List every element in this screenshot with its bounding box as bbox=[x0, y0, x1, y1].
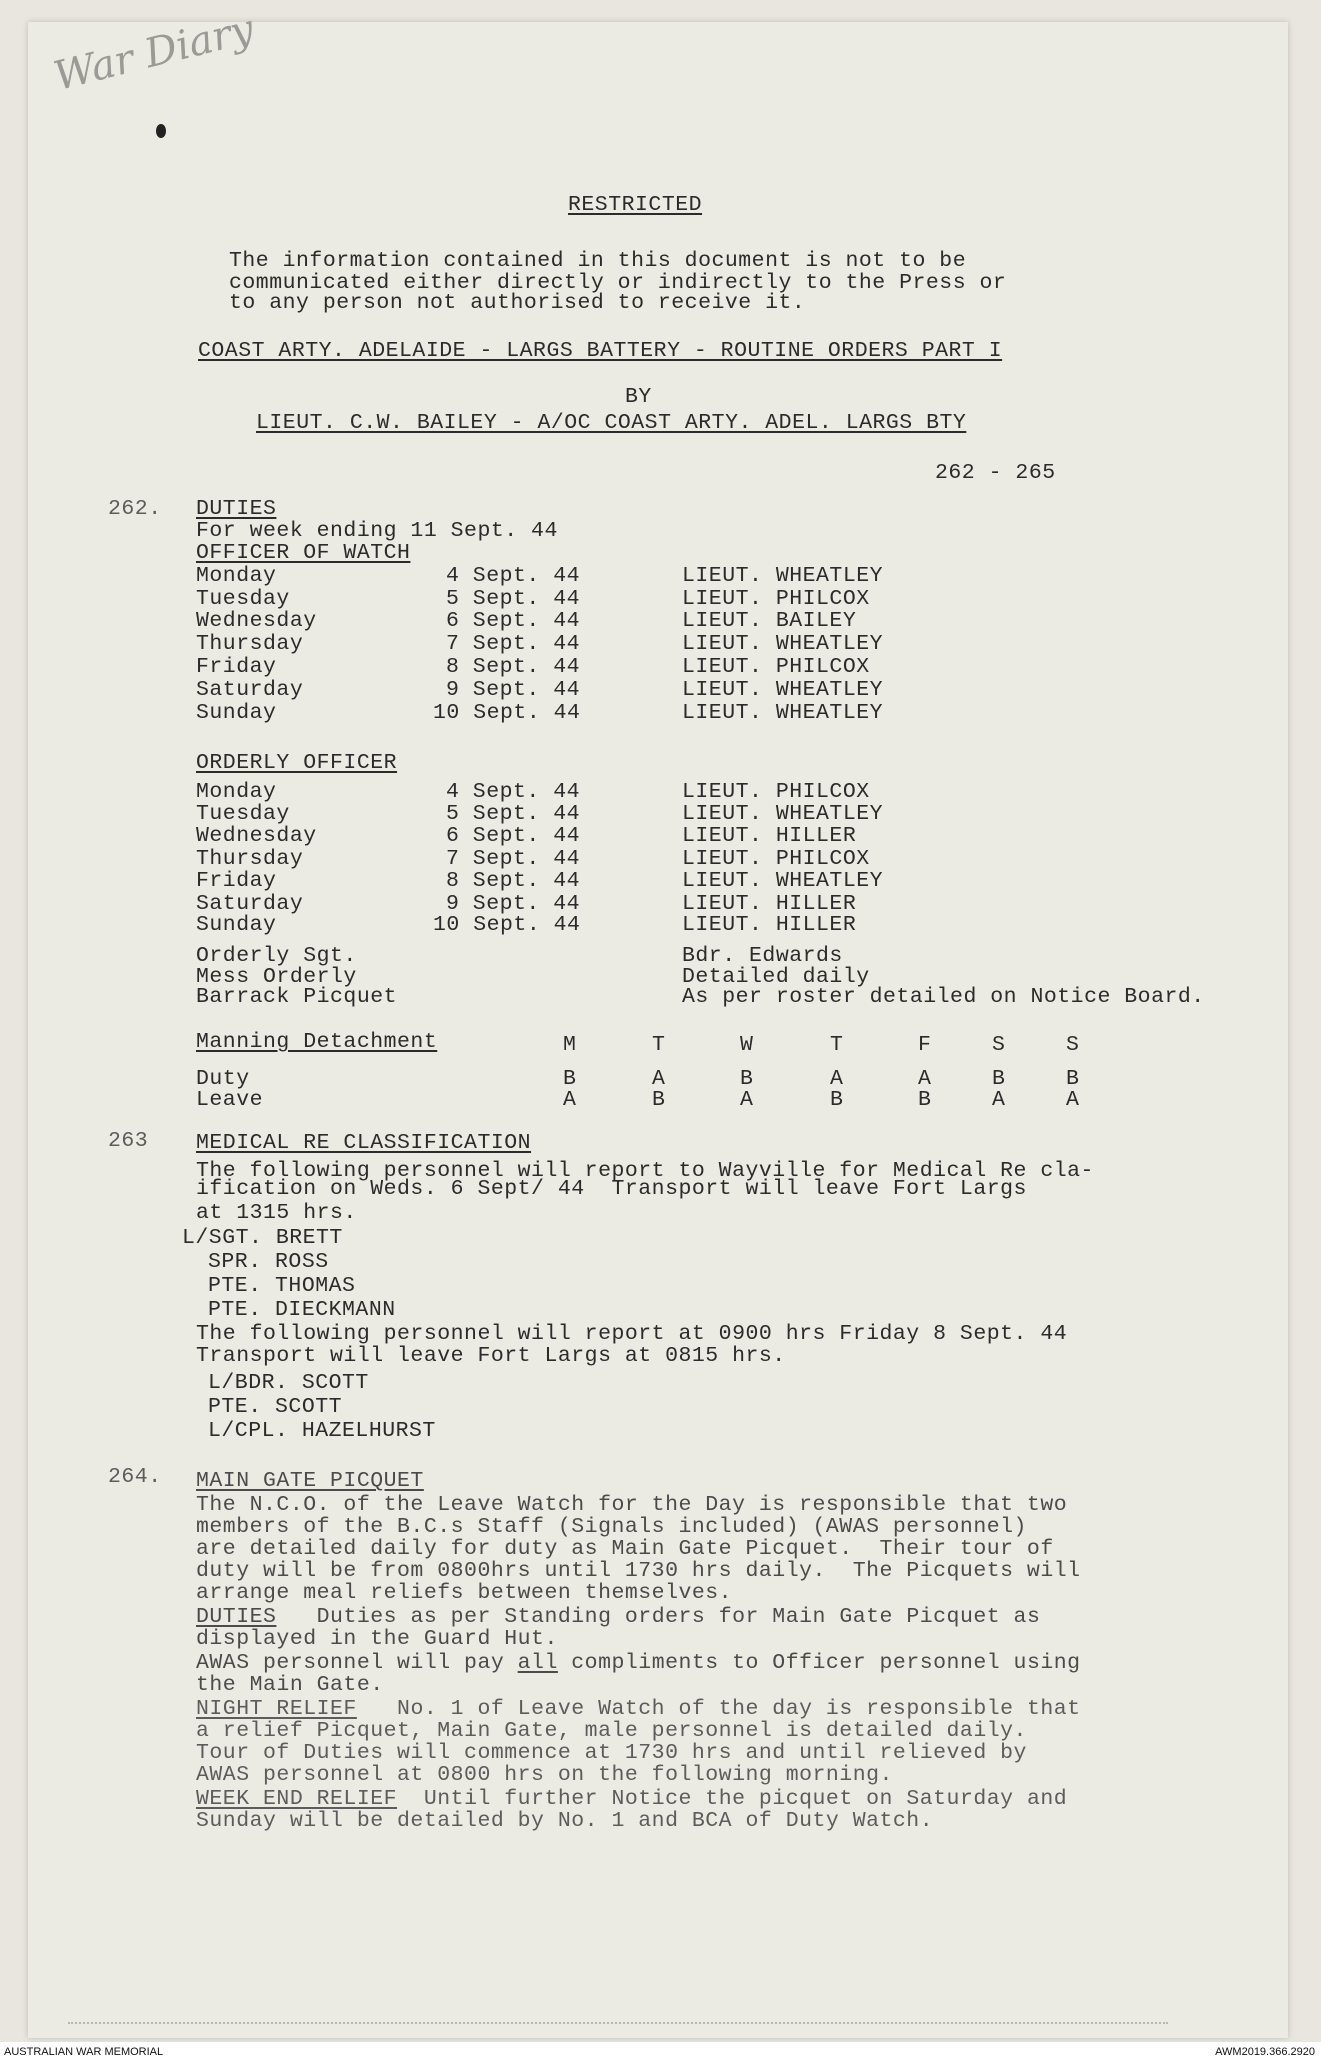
date: 6 Sept. 44 bbox=[446, 824, 581, 848]
officer: LIEUT. HILLER bbox=[682, 824, 857, 848]
officer: LIEUT. WHEATLEY bbox=[682, 701, 884, 725]
manning-day: W bbox=[740, 1033, 754, 1057]
day: Thursday bbox=[196, 632, 304, 656]
fold-crease bbox=[68, 2022, 1168, 2025]
day: Monday bbox=[196, 780, 277, 804]
date: 7 Sept. 44 bbox=[446, 847, 581, 871]
punch-hole bbox=[156, 124, 166, 138]
order-number-264: 264. bbox=[108, 1465, 162, 1489]
order-263-para1-line3: at 1315 hrs. bbox=[196, 1201, 357, 1225]
duty-role: Orderly Sgt. bbox=[196, 944, 357, 968]
night-relief-line bbox=[196, 1698, 1081, 1720]
week-ending: For week ending 11 Sept. 44 bbox=[196, 519, 558, 543]
manning-cell: B bbox=[740, 1067, 754, 1091]
day: Tuesday bbox=[196, 587, 290, 611]
weekend-relief-line-2: Sunday will be detailed by No. 1 and BCA of Duty Watch. bbox=[196, 1809, 934, 1833]
officer: LIEUT. HILLER bbox=[682, 892, 857, 916]
order-number-262: 262. bbox=[108, 497, 162, 521]
order-263-heading: MEDICAL RE CLASSIFICATION bbox=[196, 1131, 532, 1155]
classification: RESTRICTED bbox=[568, 193, 703, 217]
order-263-para1-line1: The following personnel will report to Wayville for Medical Re cla- bbox=[196, 1159, 1094, 1183]
duties-text: Duties as per Standing orders for Main Gate Picquet as bbox=[316, 1605, 1041, 1629]
duty-role: Barrack Picquet bbox=[196, 985, 398, 1009]
list-item: L/SGT. BRETT bbox=[182, 1226, 343, 1250]
duties-line bbox=[196, 1606, 1040, 1628]
order-range: 262 - 265 bbox=[935, 461, 1056, 485]
officer: LIEUT. WHEATLEY bbox=[682, 869, 884, 893]
date: 8 Sept. 44 bbox=[446, 869, 581, 893]
date: 6 Sept. 44 bbox=[446, 609, 581, 633]
footer-institution: AUSTRALIAN WAR MEMORIAL bbox=[4, 2046, 164, 2058]
duty-detail: Detailed daily bbox=[682, 965, 870, 989]
awas-pre: AWAS personnel will pay bbox=[196, 1651, 518, 1675]
warning-line-3: to any person not authorised to receive it. bbox=[229, 291, 806, 315]
officer: LIEUT. PHILCOX bbox=[682, 655, 870, 679]
day: Friday bbox=[196, 869, 277, 893]
order-264-para1-line3: are detailed daily for duty as Main Gate Picquet. Their tour of bbox=[196, 1537, 1054, 1561]
order-264-heading: MAIN GATE PICQUET bbox=[196, 1469, 424, 1493]
day: Thursday bbox=[196, 847, 304, 871]
handwritten-note: War Diary bbox=[49, 6, 259, 100]
officer: LIEUT. PHILCOX bbox=[682, 587, 870, 611]
date: 9 Sept. 44 bbox=[446, 678, 581, 702]
order-262-heading: DUTIES bbox=[196, 497, 277, 521]
manning-cell: A bbox=[1066, 1088, 1080, 1112]
officer: LIEUT. WHEATLEY bbox=[682, 802, 884, 826]
manning-cell: B bbox=[830, 1088, 844, 1112]
manning-cell: B bbox=[992, 1067, 1006, 1091]
duties-line-2: displayed in the Guard Hut. bbox=[196, 1627, 558, 1651]
day: Tuesday bbox=[196, 802, 290, 826]
officer: LIEUT. WHEATLEY bbox=[682, 678, 884, 702]
night-relief-line-3: Tour of Duties will commence at 1730 hrs and until relieved by bbox=[196, 1741, 1027, 1765]
manning-cell: A bbox=[918, 1067, 932, 1091]
date: 8 Sept. 44 bbox=[446, 655, 581, 679]
manning-day: M bbox=[563, 1033, 577, 1057]
manning-heading: Manning Detachment bbox=[196, 1030, 438, 1054]
date: 4 Sept. 44 bbox=[446, 564, 581, 588]
day: Saturday bbox=[196, 678, 304, 702]
manning-row-label: Duty bbox=[196, 1067, 250, 1091]
list-item: PTE. SCOTT bbox=[208, 1395, 343, 1419]
manning-cell: B bbox=[918, 1088, 932, 1112]
manning-day: F bbox=[918, 1033, 932, 1057]
manning-cell: A bbox=[563, 1088, 577, 1112]
officer: LIEUT. WHEATLEY bbox=[682, 564, 884, 588]
officer: LIEUT. WHEATLEY bbox=[682, 632, 884, 656]
officer: LIEUT. HILLER bbox=[682, 913, 857, 937]
night-relief-label: NIGHT RELIEF bbox=[196, 1697, 357, 1721]
duties-label: DUTIES bbox=[196, 1605, 277, 1629]
night-relief-text: No. 1 of Leave Watch of the day is responsible that bbox=[397, 1697, 1081, 1721]
date: 5 Sept. 44 bbox=[446, 587, 581, 611]
duty-detail: As per roster detailed on Notice Board. bbox=[682, 985, 1205, 1009]
day: Sunday bbox=[196, 913, 277, 937]
day: Sunday bbox=[196, 701, 277, 725]
date: 10 Sept. 44 bbox=[433, 913, 581, 937]
duty-role: Mess Orderly bbox=[196, 965, 357, 989]
list-item: SPR. ROSS bbox=[208, 1250, 329, 1274]
night-relief-line-2: a relief Picquet, Main Gate, male personnel is detailed daily. bbox=[196, 1719, 1027, 1743]
night-relief-line-4: AWAS personnel at 0800 hrs on the following morning. bbox=[196, 1763, 893, 1787]
weekend-relief-label: WEEK END RELIEF bbox=[196, 1787, 398, 1811]
officer: LIEUT. BAILEY bbox=[682, 609, 857, 633]
manning-cell: B bbox=[563, 1067, 577, 1091]
list-item: PTE. DIECKMANN bbox=[208, 1298, 396, 1322]
order-263-para2-line1: The following personnel will report at 0900 hrs Friday 8 Sept. 44 bbox=[196, 1322, 1068, 1346]
orderly-officer-heading: ORDERLY OFFICER bbox=[196, 751, 398, 775]
manning-cell: A bbox=[992, 1088, 1006, 1112]
awas-emphasis: all bbox=[517, 1651, 558, 1675]
warning-line-1: The information contained in this document is not to be bbox=[229, 249, 967, 273]
manning-cell: B bbox=[652, 1088, 666, 1112]
day: Friday bbox=[196, 655, 277, 679]
manning-row-label: Leave bbox=[196, 1088, 264, 1112]
day: Wednesday bbox=[196, 824, 317, 848]
duty-detail: Bdr. Edwards bbox=[682, 944, 843, 968]
date: 9 Sept. 44 bbox=[446, 892, 581, 916]
awas-post: compliments to Officer personnel using bbox=[557, 1651, 1081, 1675]
day: Wednesday bbox=[196, 609, 317, 633]
order-264-para1-line5: arrange meal reliefs between themselves. bbox=[196, 1581, 733, 1605]
date: 7 Sept. 44 bbox=[446, 632, 581, 656]
order-264-para1-line1: The N.C.O. of the Leave Watch for the Day is responsible that two bbox=[196, 1493, 1068, 1517]
day: Monday bbox=[196, 564, 277, 588]
list-item: L/BDR. SCOTT bbox=[208, 1371, 369, 1395]
manning-cell: A bbox=[740, 1088, 754, 1112]
order-264-para1-line2: members of the B.C.s Staff (Signals included) (AWAS personnel) bbox=[196, 1515, 1027, 1539]
order-263-para1-line2: ification on Weds. 6 Sept/ 44 Transport will leave Fort Largs bbox=[196, 1177, 1027, 1201]
manning-day: T bbox=[830, 1033, 844, 1057]
officer-of-watch-heading: OFFICER OF WATCH bbox=[196, 541, 411, 565]
by-line: BY bbox=[625, 385, 652, 409]
authority: LIEUT. C.W. BAILEY - A/OC COAST ARTY. ADEL. LARGS BTY bbox=[256, 411, 967, 435]
warning-line-2: communicated either directly or indirectly to the Press or bbox=[229, 271, 1007, 295]
manning-day: S bbox=[1066, 1033, 1080, 1057]
weekend-relief-line bbox=[196, 1788, 1067, 1810]
date: 10 Sept. 44 bbox=[433, 701, 581, 725]
manning-cell: A bbox=[830, 1067, 844, 1091]
manning-cell: A bbox=[652, 1067, 666, 1091]
awas-line-2: the Main Gate. bbox=[196, 1673, 384, 1697]
date: 5 Sept. 44 bbox=[446, 802, 581, 826]
list-item: PTE. THOMAS bbox=[208, 1274, 356, 1298]
manning-day: T bbox=[652, 1033, 666, 1057]
officer: LIEUT. PHILCOX bbox=[682, 847, 870, 871]
manning-cell: B bbox=[1066, 1067, 1080, 1091]
footer-accession: AWM2019.366.2920 bbox=[1215, 2046, 1315, 2058]
date: 4 Sept. 44 bbox=[446, 780, 581, 804]
order-number-263: 263 bbox=[108, 1129, 149, 1153]
list-item: L/CPL. HAZELHURST bbox=[208, 1419, 436, 1443]
manning-day: S bbox=[992, 1033, 1006, 1057]
footer-bar bbox=[0, 2042, 1321, 2061]
weekend-relief-text: Until further Notice the picquet on Saturday and bbox=[423, 1787, 1068, 1811]
document-title: COAST ARTY. ADELAIDE - LARGS BATTERY - ROUTINE ORDERS PART I bbox=[198, 339, 1003, 363]
officer: LIEUT. PHILCOX bbox=[682, 780, 870, 804]
awas-line bbox=[196, 1652, 1081, 1674]
order-263-para2-line2: Transport will leave Fort Largs at 0815 hrs. bbox=[196, 1344, 786, 1368]
day: Saturday bbox=[196, 892, 304, 916]
order-264-para1-line4: duty will be from 0800hrs until 1730 hrs daily. The Picquets will bbox=[196, 1559, 1081, 1583]
